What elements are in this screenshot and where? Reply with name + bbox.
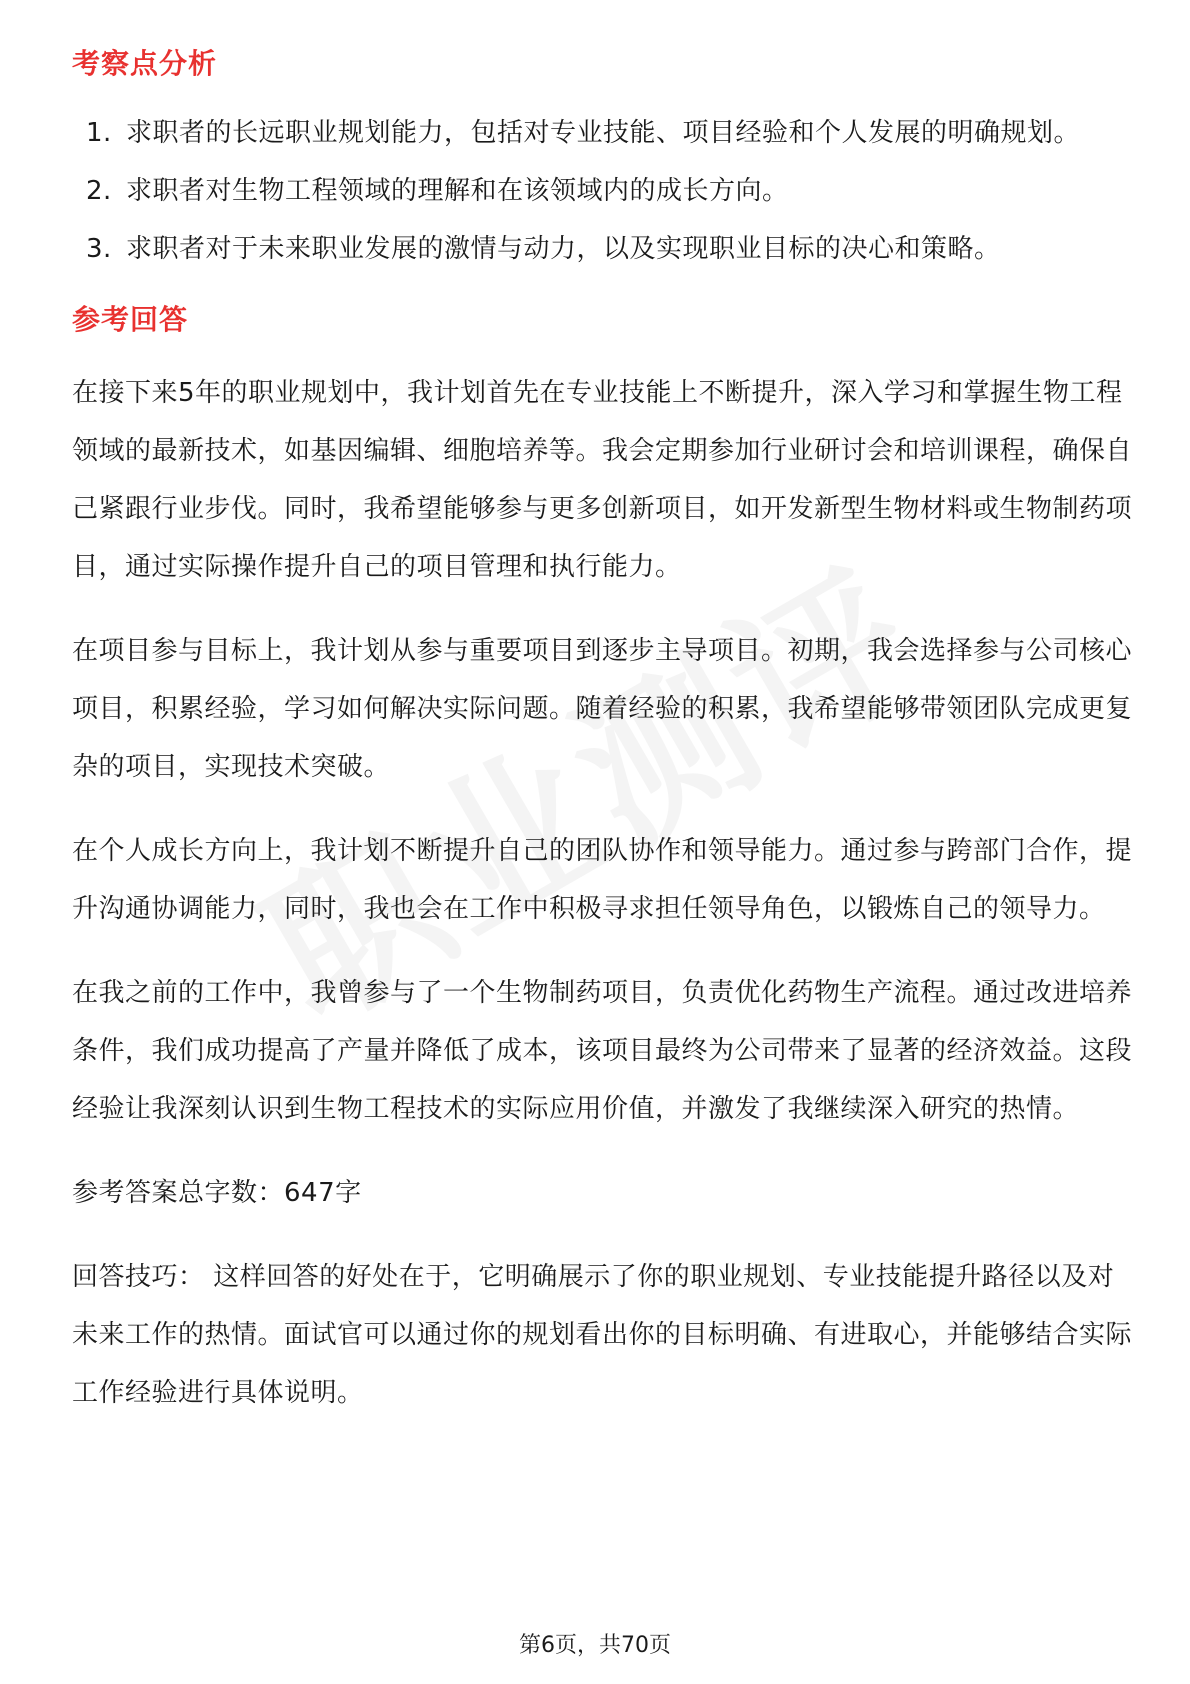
list-number: 1.	[86, 118, 112, 148]
answer-heading: 参考回答	[72, 303, 189, 336]
list-number: 3.	[86, 234, 112, 264]
answer-tips: 回答技巧： 这样回答的好处在于，它明确展示了你的职业规划、专业技能提升路径以及对未来工作的热情。面试官可以通过你的规划看出你的目标明确、有进取心，并能够结合实际工作经验进行具体说明。	[72, 1262, 1133, 1408]
answer-paragraph: 在接下来5年的职业规划中，我计划首先在专业技能上不断提升，深入学习和掌握生物工程领域的最新技术，如基因编辑、细胞培养等。我会定期参加行业研讨会和培训课程，确保自己紧跟行业步伐。同时，我希望能够参与更多创新项目，如开发新型生物材料或生物制药项目，通过实际操作提升自己的项目管理和执行能力。	[72, 378, 1133, 582]
analysis-point	[72, 220, 1132, 278]
page-content	[72, 44, 1132, 1448]
answer-paragraph: 在项目参与目标上，我计划从参与重要项目到逐步主导项目。初期，我会选择参与公司核心项目，积累经验，学习如何解决实际问题。随着经验的积累，我希望能够带领团队完成更复杂的项目，实现技术突破。	[72, 636, 1133, 782]
word-count: 参考答案总字数：647字	[72, 1178, 362, 1208]
analysis-point	[72, 162, 1132, 220]
analysis-heading: 考察点分析	[72, 47, 218, 80]
answer-paragraph: 在个人成长方向上，我计划不断提升自己的团队协作和领导能力。通过参与跨部门合作，提升沟通协调能力，同时，我也会在工作中积极寻求担任领导角色，以锻炼自己的领导力。	[72, 836, 1133, 924]
analysis-point-text: 求职者对于未来职业发展的激情与动力，以及实现职业目标的决心和策略。	[126, 234, 1001, 264]
answer-paragraph: 在我之前的工作中，我曾参与了一个生物制药项目，负责优化药物生产流程。通过改进培养条件，我们成功提高了产量并降低了成本，该项目最终为公司带来了显著的经济效益。这段经验让我深刻认识到生物工程技术的实际应用价值，并激发了我继续深入研究的热情。	[72, 978, 1133, 1124]
list-number: 2.	[86, 176, 112, 206]
analysis-point-text: 求职者对生物工程领域的理解和在该领域内的成长方向。	[126, 176, 789, 206]
analysis-point	[72, 104, 1132, 162]
analysis-point-text: 求职者的长远职业规划能力，包括对专业技能、项目经验和个人发展的明确规划。	[126, 118, 1081, 148]
analysis-list	[72, 104, 1132, 278]
page-number: 第6页，共70页	[519, 1633, 671, 1658]
